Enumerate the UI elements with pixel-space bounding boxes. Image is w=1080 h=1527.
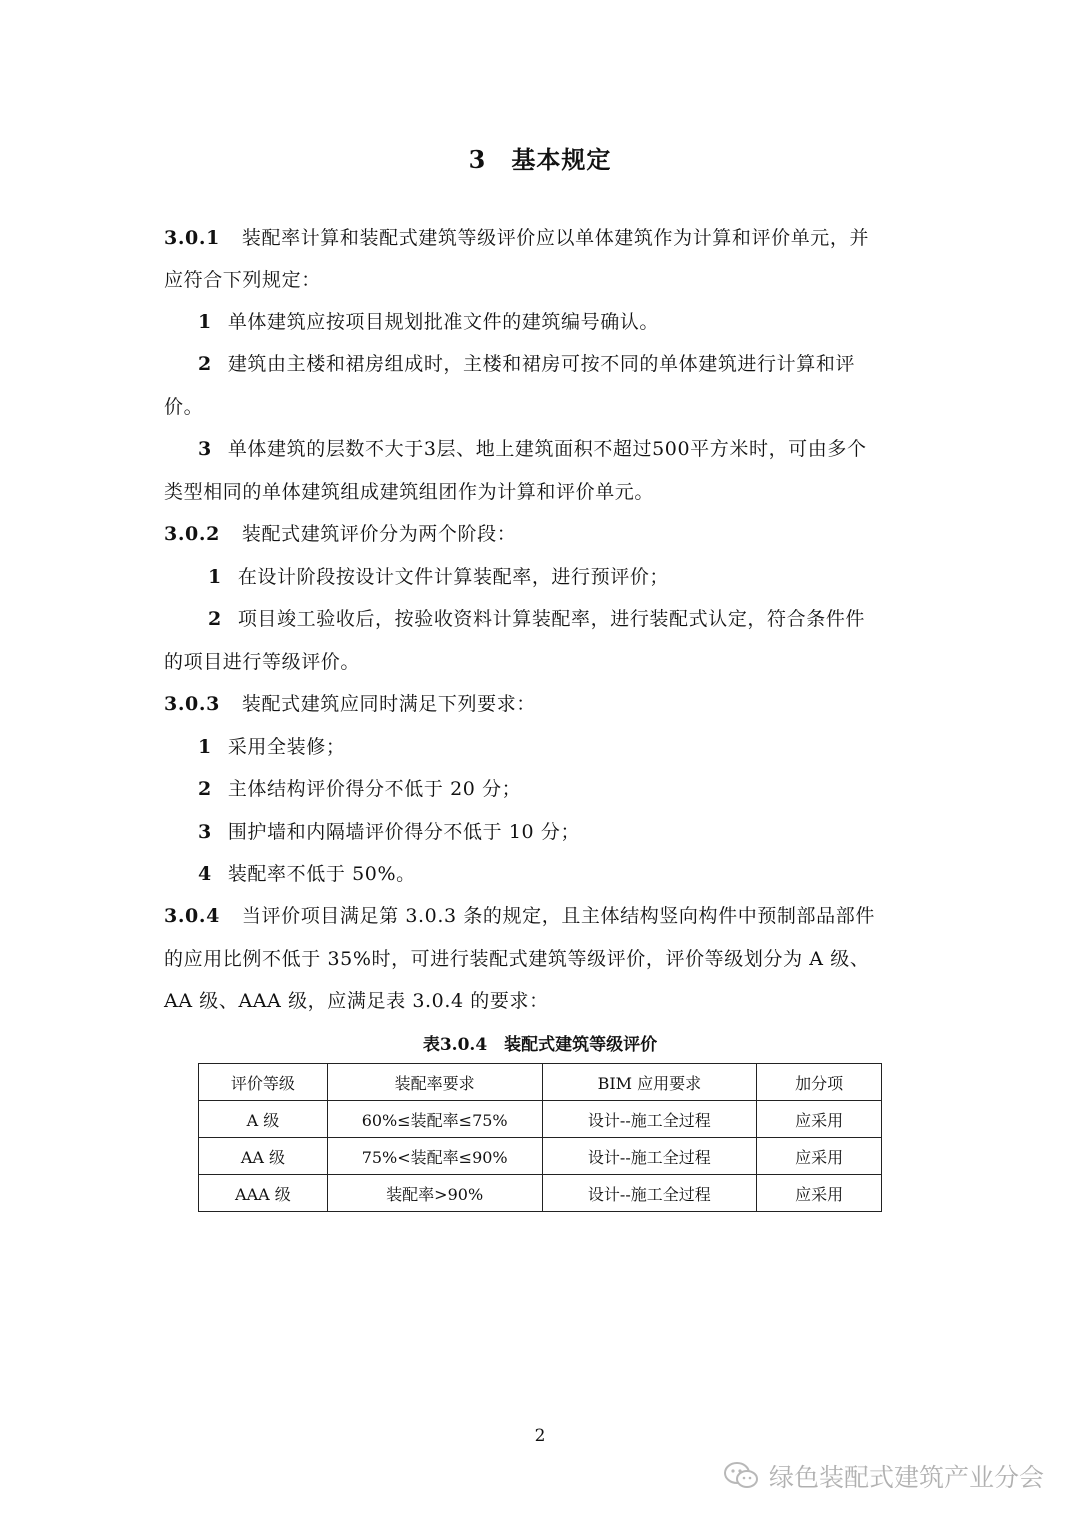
item-number: 3 bbox=[198, 438, 212, 460]
clause-number: 3.0.3 bbox=[164, 693, 220, 715]
line-text: 价。 bbox=[164, 396, 204, 418]
item-number: 1 bbox=[198, 311, 212, 333]
table-cell: 设计--施工全过程 bbox=[542, 1101, 757, 1138]
list-item bbox=[208, 563, 968, 591]
table-cell: 设计--施工全过程 bbox=[542, 1175, 757, 1212]
line-text: 的应用比例不低于 35%时，可进行装配式建筑等级评价，评价等级划分为 A 级、 bbox=[164, 948, 870, 970]
list-item bbox=[198, 860, 958, 888]
page-number: 2 bbox=[534, 1426, 546, 1446]
continuation-line bbox=[164, 393, 924, 421]
table-header-cell: 评价等级 bbox=[199, 1064, 328, 1101]
line-text: 单体建筑的层数不大于3层、地上建筑面积不超过500平方米时，可由多个 bbox=[227, 438, 867, 460]
table-header-cell: 加分项 bbox=[757, 1064, 882, 1101]
table-caption: 表3.0.4 装配式建筑等级评价 bbox=[422, 1035, 658, 1055]
line-text: 单体建筑应按项目规划批准文件的建筑编号确认。 bbox=[227, 311, 660, 333]
list-item bbox=[198, 775, 958, 803]
list-item bbox=[198, 308, 958, 336]
table-cell: 应采用 bbox=[757, 1175, 882, 1212]
table-header-cell: 装配率要求 bbox=[327, 1064, 542, 1101]
line-text: 采用全装修； bbox=[227, 736, 346, 758]
page-title: 3 基本规定 bbox=[468, 145, 612, 174]
clause-line bbox=[164, 520, 924, 548]
watermark bbox=[723, 1458, 1044, 1494]
line-text: 装配率计算和装配式建筑等级评价应以单体建筑作为计算和评价单元，并 bbox=[241, 227, 870, 249]
line-text: 类型相同的单体建筑组成建筑组团作为计算和评价单元。 bbox=[164, 481, 655, 503]
watermark-text: 绿色装配式建筑产业分会 bbox=[768, 1463, 1044, 1492]
list-item bbox=[198, 350, 958, 378]
table-cell: 设计--施工全过程 bbox=[542, 1138, 757, 1175]
clause-line bbox=[164, 690, 924, 718]
list-item bbox=[198, 818, 958, 846]
clause-number: 3.0.4 bbox=[164, 905, 220, 927]
line-text: 项目竣工验收后，按验收资料计算装配率，进行装配式认定，符合条件件 bbox=[237, 608, 866, 630]
clause-line bbox=[164, 902, 924, 930]
table-header-row bbox=[199, 1064, 882, 1101]
table-row bbox=[199, 1175, 882, 1212]
item-number: 1 bbox=[208, 566, 222, 588]
item-number: 1 bbox=[198, 736, 212, 758]
table-cell: A 级 bbox=[199, 1101, 328, 1138]
table-cell: 75%<装配率≤90% bbox=[327, 1138, 542, 1175]
table-cell: 装配率>90% bbox=[327, 1175, 542, 1212]
continuation-line bbox=[164, 987, 924, 1015]
grade-table bbox=[198, 1063, 882, 1212]
table-row bbox=[199, 1101, 882, 1138]
table-cell: AA 级 bbox=[199, 1138, 328, 1175]
line-text: 应符合下列规定： bbox=[164, 269, 321, 291]
continuation-line bbox=[164, 945, 924, 973]
item-number: 2 bbox=[208, 608, 222, 630]
continuation-line bbox=[164, 266, 924, 294]
line-text: 建筑由主楼和裙房组成时，主楼和裙房可按不同的单体建筑进行计算和评 bbox=[227, 353, 856, 375]
line-text: AA 级、AAA 级，应满足表 3.0.4 的要求： bbox=[164, 990, 549, 1012]
list-item bbox=[208, 605, 968, 633]
line-text: 主体结构评价得分不低于 20 分； bbox=[227, 778, 522, 800]
table-header-cell: BIM 应用要求 bbox=[542, 1064, 757, 1101]
clause-line bbox=[164, 224, 924, 252]
item-number: 4 bbox=[198, 863, 212, 885]
wechat-icon bbox=[723, 1461, 759, 1491]
clause-number: 3.0.1 bbox=[164, 227, 220, 249]
list-item bbox=[198, 435, 958, 463]
line-text: 当评价项目满足第 3.0.3 条的规定，且主体结构竖向构件中预制部品部件 bbox=[241, 905, 875, 927]
line-text: 装配式建筑应同时满足下列要求： bbox=[241, 693, 536, 715]
continuation-line bbox=[164, 478, 924, 506]
table-cell: 60%≤装配率≤75% bbox=[327, 1101, 542, 1138]
line-text: 的项目进行等级评价。 bbox=[164, 651, 361, 673]
table-cell: 应采用 bbox=[757, 1138, 882, 1175]
clause-number: 3.0.2 bbox=[164, 523, 220, 545]
item-number: 3 bbox=[198, 821, 212, 843]
table-cell: 应采用 bbox=[757, 1101, 882, 1138]
item-number: 2 bbox=[198, 778, 212, 800]
list-item bbox=[198, 733, 958, 761]
line-text: 在设计阶段按设计文件计算装配率，进行预评价； bbox=[237, 566, 670, 588]
table-row bbox=[199, 1138, 882, 1175]
table-cell: AAA 级 bbox=[199, 1175, 328, 1212]
item-number: 2 bbox=[198, 353, 212, 375]
line-text: 围护墙和内隔墙评价得分不低于 10 分； bbox=[227, 821, 581, 843]
continuation-line bbox=[164, 648, 924, 676]
line-text: 装配率不低于 50%。 bbox=[227, 863, 416, 885]
line-text: 装配式建筑评价分为两个阶段： bbox=[241, 523, 517, 545]
